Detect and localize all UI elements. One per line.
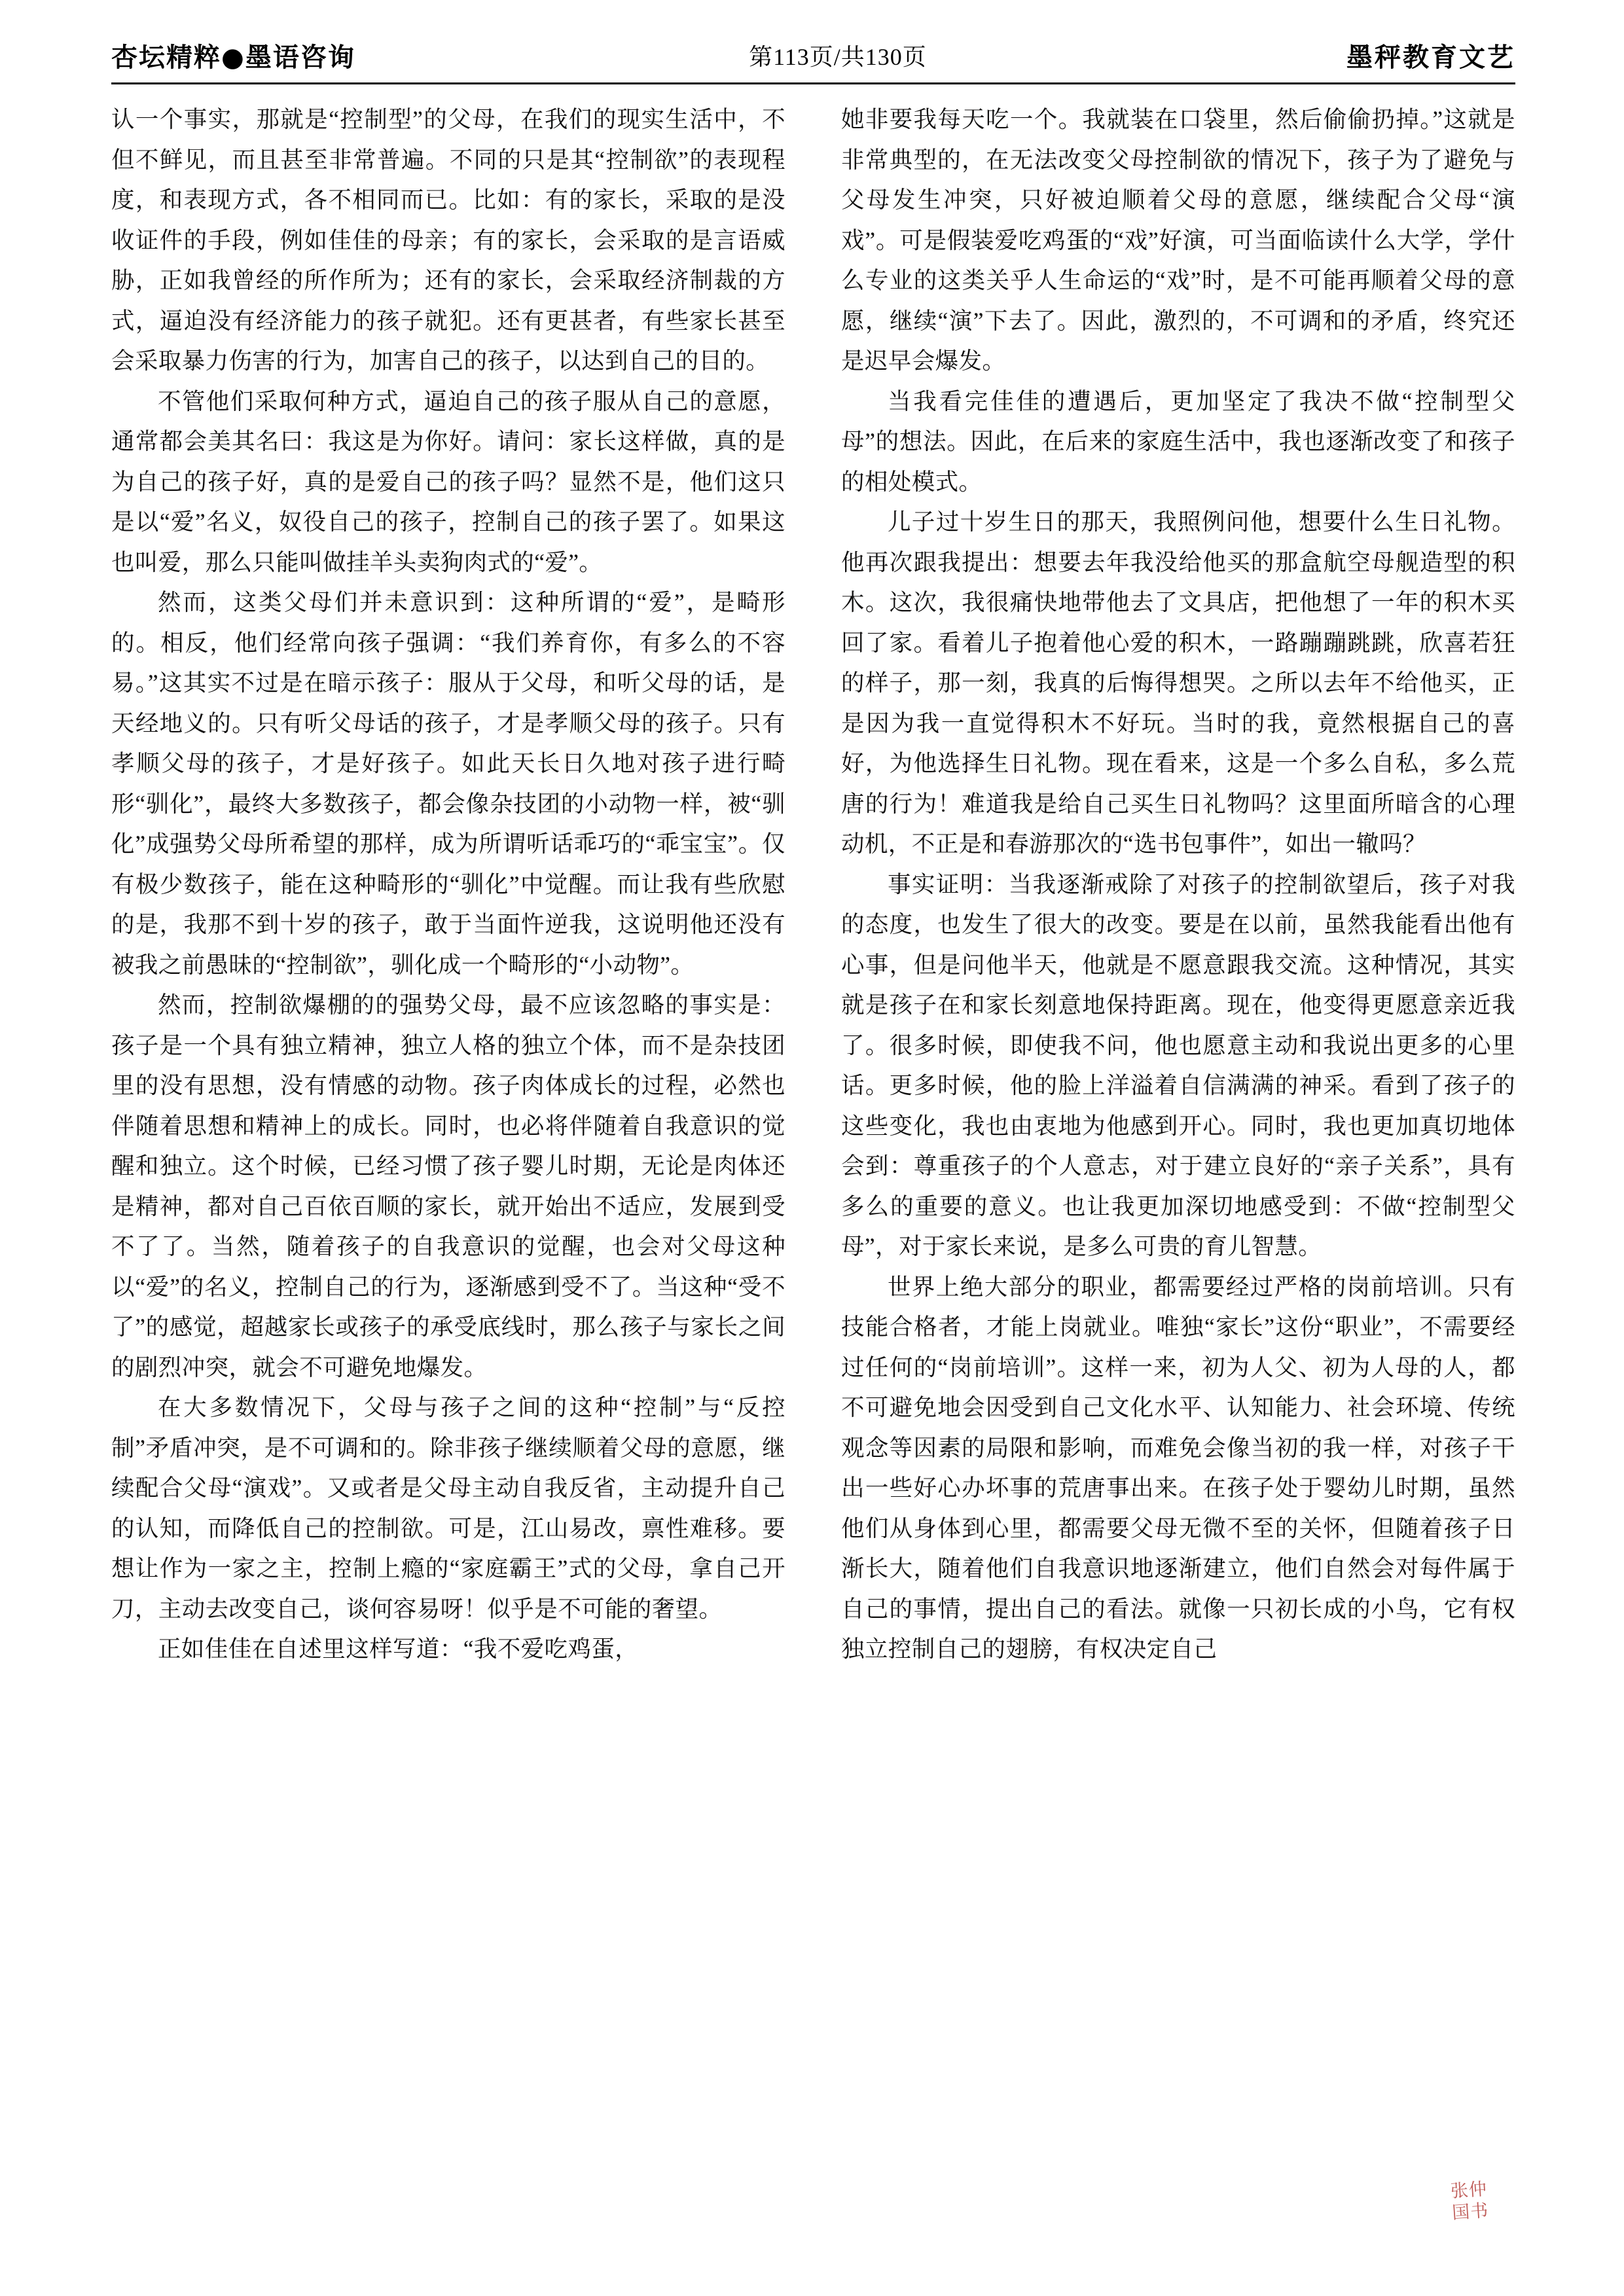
paragraph: 世界上绝大部分的职业，都需要经过严格的岗前培训。只有技能合格者，才能上岗就业。唯独“家长”这份“职业”，不需要经过任何的“岗前培训”。这样一来，初为人父、初为人母的人，都不可避免地会因受到自己文化水平、认知能力、社会环境、传统观念等因素的局限和影响，而难免会像当初的我一样，对孩子干出一些好心办坏事的荒唐事出来。在孩子处于婴幼儿时期，虽然他们从身体到心里，都需要父母无微不至的关怀，但随着孩子日渐长大，随着他们自我意识地逐渐建立，他们自然会对每件属于自己的事情，提出自己的看法。就像一只初长成的小鸟，它有权独立控制自己的翅膀，有权决定自己 bbox=[841, 1273, 1515, 1662]
paragraph: 然而，控制欲爆棚的的强势父母，最不应该忽略的事实是：孩子是一个具有独立精神，独立人格的独立个体，而不是杂技团里的没有思想，没有情感的动物。孩子肉体成长的过程，必然也伴随着思想和精神上的成长。同时，也必将伴随着自我意识的觉醒和独立。这个时候，已经习惯了孩子婴儿时期，无论是肉体还是精神，都对自己百依百顺的家长，就开始出不适应，发展到受不了了。当然，随着孩子的自我意识的觉醒，也会对父母这种以“爱”的名义，控制自己的行为，逐渐感到受不了。当这种“受不了”的感觉，超越家长或孩子的承受底线时，那么孩子与家长之间的剧烈冲突，就会不可避免地爆发。 bbox=[111, 992, 785, 1380]
page-indicator: 第113页/共130页 bbox=[749, 43, 927, 70]
right-column bbox=[841, 99, 1515, 2200]
paragraph: 正如佳佳在自述里这样写道：“我不爱吃鸡蛋， bbox=[158, 1636, 639, 1662]
header-left-title: 杏坛精粹●墨语咨询 bbox=[111, 41, 355, 73]
body-columns bbox=[111, 99, 1515, 2200]
seal-line-1: 张仲 bbox=[1450, 2179, 1489, 2202]
paragraph: 事实证明：当我逐渐戒除了对孩子的控制欲望后，孩子对我的态度，也发生了很大的改变。要是在以前，虽然我能看出他有心事，但是问他半天，他就是不愿意跟我交流。这种情况，其实就是孩子在和家长刻意地保持距离。现在，他变得更愿意亲近我了。很多时候，即使我不问，他也愿意主动和我说出更多的心里话。更多时候，他的脸上洋溢着自信满满的神采。看到了孩子的这些变化，我也由衷地为他感到开心。同时，我也更加真切地体会到：尊重孩子的个人意志，对于建立良好的“亲子关系”，具有多么的重要的意义。也让我更加深切地感受到：不做“控制型父母”，对于家长来说，是多么可贵的育儿智慧。 bbox=[841, 870, 1515, 1259]
paragraph: 在大多数情况下，父母与孩子之间的这种“控制”与“反控制”矛盾冲突，是不可调和的。除非孩子继续顺着父母的意愿，继续配合父母“演戏”。又或者是父母主动自我反省，主动提升自己的认知，而降低自己的控制欲。可是，江山易改，禀性难移。要想让作为一家之主，控制上瘾的“家庭霸王”式的父母，拿自己开刀，主动去改变自己，谈何容易呀！似乎是不可能的奢望。 bbox=[111, 1394, 785, 1622]
signature-seal bbox=[1425, 2177, 1517, 2260]
header-right-title: 墨秤教育文艺 bbox=[1346, 41, 1515, 73]
left-column bbox=[111, 99, 785, 2200]
paragraph: 当我看完佳佳的遭遇后，更加坚定了我决不做“控制型父母”的想法。因此，在后来的家庭生活中，我也逐渐改变了和孩子的相处模式。 bbox=[841, 387, 1515, 495]
paragraph: 然而，这类父母们并未意识到：这种所谓的“爱”，是畸形的。相反，他们经常向孩子强调：“我们养育你，有多么的不容易。”这其实不过是在暗示孩子：服从于父母，和听父母的话，是天经地义的。只有听父母话的孩子，才是孝顺父母的孩子。只有孝顺父母的孩子，才是好孩子。如此天长日久地对孩子进行畸形“驯化”，最终大多数孩子，都会像杂技团的小动物一样，被“驯化”成强势父母所希望的那样，成为所谓听话乖巧的“乖宝宝”。仅有极少数孩子，能在这种畸形的“驯化”中觉醒。而让我有些欣慰的是，我那不到十岁的孩子，敢于当面忤逆我，这说明他还没有被我之前愚昧的“控制欲”，驯化成一个畸形的“小动物”。 bbox=[111, 589, 785, 978]
paragraph: 不管他们采取何种方式，逼迫自己的孩子服从自己的意愿，通常都会美其名曰：我这是为你好。请问：家长这样做，真的是为自己的孩子好，真的是爱自己的孩子吗？显然不是，他们这只是以“爱”名义，奴役自己的孩子，控制自己的孩子罢了。如果这也叫爱，那么只能叫做挂羊头卖狗肉式的“爱”。 bbox=[111, 387, 785, 575]
page-header bbox=[111, 31, 1515, 79]
seal-line-2: 国书 bbox=[1451, 2200, 1490, 2223]
paragraph: 她非要我每天吃一个。我就装在口袋里，然后偷偷扔掉。”这就是非常典型的，在无法改变父母控制欲的情况下，孩子为了避免与父母发生冲突，只好被迫顺着父母的意愿，继续配合父母“演戏”。可是假装爱吃鸡蛋的“戏”好演，可当面临读什么大学，学什么专业的这类关乎人生命运的“戏”时，是不可能再顺着父母的意愿，继续“演”下去了。因此，激烈的，不可调和的矛盾，终究还是迟早会爆发。 bbox=[841, 106, 1515, 374]
paragraph: 儿子过十岁生日的那天，我照例问他，想要什么生日礼物。他再次跟我提出：想要去年我没给他买的那盒航空母舰造型的积木。这次，我很痛快地带他去了文具店，把他想了一年的积木买回了家。看着儿子抱着他心爱的积木，一路蹦蹦跳跳，欣喜若狂的样子，那一刻，我真的后悔得想哭。之所以去年不给他买，正是因为我一直觉得积木不好玩。当时的我，竟然根据自己的喜好，为他选择生日礼物。现在看来，这是一个多么自私，多么荒唐的行为！难道我是给自己买生日礼物吗？这里面所暗含的心理动机，不正是和春游那次的“选书包事件”，如出一辙吗？ bbox=[841, 509, 1515, 857]
paragraph: 认一个事实，那就是“控制型”的父母，在我们的现实生活中，不但不鲜见，而且甚至非常普遍。不同的只是其“控制欲”的表现程度，和表现方式，各不相同而已。比如：有的家长，采取的是没收证件的手段，例如佳佳的母亲；有的家长，会采取的是言语威胁，正如我曾经的所作所为；还有的家长，会采取经济制裁的方式，逼迫没有经济能力的孩子就犯。还有更甚者，有些家长甚至会采取暴力伤害的行为，加害自己的孩子，以达到自己的目的。 bbox=[111, 106, 785, 374]
header-divider bbox=[111, 82, 1515, 84]
